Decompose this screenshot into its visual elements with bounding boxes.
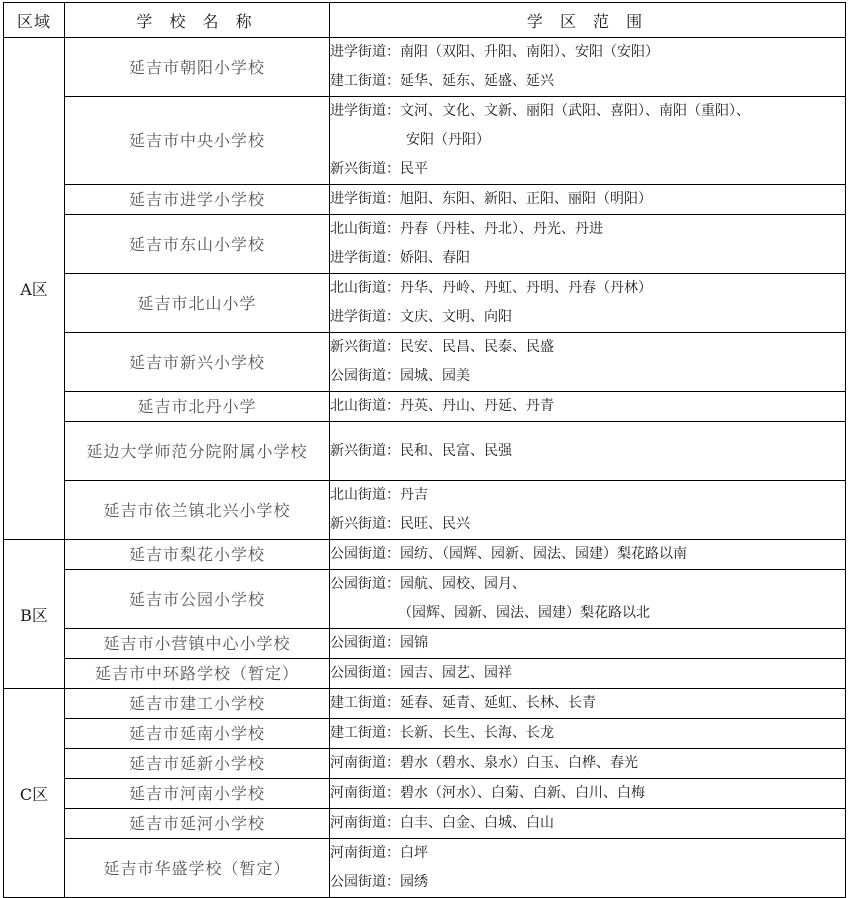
region-cell: A区 bbox=[4, 38, 65, 540]
range-line: 北山街道：丹华、丹岭、丹虹、丹明、丹春（丹林） bbox=[330, 280, 652, 296]
range-line: 进学街道：旭阳、东阳、新阳、正阳、丽阳（明阳） bbox=[330, 191, 652, 207]
range-line: 进学街道：文河、文化、文新、丽阳（武阳、喜阳）、南阳（重阳）、 bbox=[330, 103, 750, 119]
table-row bbox=[4, 809, 846, 839]
district-range bbox=[330, 185, 846, 215]
range-line: 河南街道：白坪 bbox=[330, 845, 428, 861]
district-range bbox=[330, 333, 846, 392]
range-line: 北山街道：丹春（丹桂、丹北）、丹光、丹进 bbox=[330, 221, 603, 237]
table-row bbox=[4, 629, 846, 659]
school-name: 延吉市延新小学校 bbox=[65, 749, 330, 779]
district-range bbox=[330, 779, 846, 809]
school-name: 延吉市中环路学校（暂定） bbox=[65, 659, 330, 689]
district-range bbox=[330, 422, 846, 481]
school-name: 延吉市北山小学 bbox=[65, 274, 330, 333]
district-range bbox=[330, 274, 846, 333]
range-line: 进学街道：文庆、文明、向阳 bbox=[330, 309, 512, 325]
table-row bbox=[4, 839, 846, 898]
table-row bbox=[4, 274, 846, 333]
range-line: （园辉、园新、园法、园建）梨花路以北 bbox=[398, 605, 650, 621]
header-region: 区域 bbox=[4, 3, 65, 38]
table-row bbox=[4, 779, 846, 809]
school-name: 延吉市延河小学校 bbox=[65, 809, 330, 839]
table-row bbox=[4, 422, 846, 481]
district-range bbox=[330, 570, 846, 629]
school-name: 延吉市华盛学校（暂定） bbox=[65, 839, 330, 898]
school-district-table bbox=[3, 2, 846, 898]
range-line: 公园街道：园吉、园艺、园祥 bbox=[330, 665, 512, 681]
range-line: 进学街道：南阳（双阳、升阳、南阳）、安阳（安阳） bbox=[330, 44, 659, 60]
district-range bbox=[330, 809, 846, 839]
table-row bbox=[4, 540, 846, 570]
school-name: 延吉市朝阳小学校 bbox=[65, 38, 330, 97]
range-line: 建工街道：延华、延东、延盛、延兴 bbox=[330, 73, 554, 89]
range-line: 北山街道：丹吉 bbox=[330, 487, 428, 503]
header-district-range: 学 区 范 围 bbox=[330, 3, 846, 38]
table-row bbox=[4, 97, 846, 185]
table-row bbox=[4, 659, 846, 689]
district-range bbox=[330, 749, 846, 779]
school-name: 延吉市延南小学校 bbox=[65, 719, 330, 749]
range-line: 公园街道：园纺、（园辉、园新、园法、园建）梨花路以南 bbox=[330, 546, 687, 562]
range-line: 新兴街道：民安、民昌、民泰、民盛 bbox=[330, 339, 554, 355]
school-name: 延吉市新兴小学校 bbox=[65, 333, 330, 392]
range-line: 公园街道：园锦 bbox=[330, 635, 428, 651]
range-line: 安阳（丹阳） bbox=[406, 132, 490, 148]
table-row bbox=[4, 333, 846, 392]
range-line: 新兴街道：民和、民富、民强 bbox=[330, 442, 512, 459]
range-line: 公园街道：园航、园校、园月、 bbox=[330, 576, 526, 592]
school-name: 延吉市中央小学校 bbox=[65, 97, 330, 185]
range-line: 北山街道：丹英、丹山、丹延、丹青 bbox=[330, 398, 554, 414]
district-range bbox=[330, 38, 846, 97]
district-range bbox=[330, 659, 846, 689]
school-name: 延吉市北丹小学 bbox=[65, 392, 330, 422]
range-line: 公园街道：园城、园美 bbox=[330, 368, 470, 384]
school-name: 延吉市东山小学校 bbox=[65, 215, 330, 274]
range-line: 河南街道：碧水（碧水、泉水）白玉、白桦、春光 bbox=[330, 755, 638, 771]
table-row bbox=[4, 392, 846, 422]
table-row bbox=[4, 215, 846, 274]
school-name: 延吉市公园小学校 bbox=[65, 570, 330, 629]
district-range bbox=[330, 540, 846, 570]
region-cell: B区 bbox=[4, 540, 65, 689]
district-range bbox=[330, 719, 846, 749]
district-range bbox=[330, 689, 846, 719]
district-range bbox=[330, 97, 846, 185]
table-row bbox=[4, 570, 846, 629]
district-range bbox=[330, 629, 846, 659]
district-range bbox=[330, 392, 846, 422]
school-name: 延吉市进学小学校 bbox=[65, 185, 330, 215]
range-line: 公园街道：园绣 bbox=[330, 874, 428, 890]
school-name: 延吉市小营镇中心小学校 bbox=[65, 629, 330, 659]
district-range bbox=[330, 481, 846, 540]
table-row bbox=[4, 38, 846, 97]
table-row bbox=[4, 481, 846, 540]
table-row bbox=[4, 749, 846, 779]
school-name: 延吉市河南小学校 bbox=[65, 779, 330, 809]
school-name: 延吉市依兰镇北兴小学校 bbox=[65, 481, 330, 540]
range-line: 建工街道：延春、延青、延虹、长林、长青 bbox=[330, 695, 596, 711]
school-name: 延吉市梨花小学校 bbox=[65, 540, 330, 570]
table-row bbox=[4, 185, 846, 215]
header-school-name: 学 校 名 称 bbox=[65, 3, 330, 38]
table-row bbox=[4, 719, 846, 749]
table-row bbox=[4, 689, 846, 719]
school-name: 延吉市建工小学校 bbox=[65, 689, 330, 719]
range-line: 新兴街道：民平 bbox=[330, 161, 428, 177]
district-range bbox=[330, 215, 846, 274]
region-cell: C区 bbox=[4, 689, 65, 898]
range-line: 河南街道：白丰、白金、白城、白山 bbox=[330, 815, 554, 831]
range-line: 新兴街道：民旺、民兴 bbox=[330, 516, 470, 532]
range-line: 进学街道：娇阳、春阳 bbox=[330, 250, 470, 266]
school-name: 延边大学师范分院附属小学校 bbox=[65, 422, 330, 481]
header-row bbox=[4, 3, 846, 38]
range-line: 河南街道：碧水（河水）、白菊、白新、白川、白梅 bbox=[330, 785, 645, 801]
district-range bbox=[330, 839, 846, 898]
range-line: 建工街道：长新、长生、长海、长龙 bbox=[330, 725, 554, 741]
